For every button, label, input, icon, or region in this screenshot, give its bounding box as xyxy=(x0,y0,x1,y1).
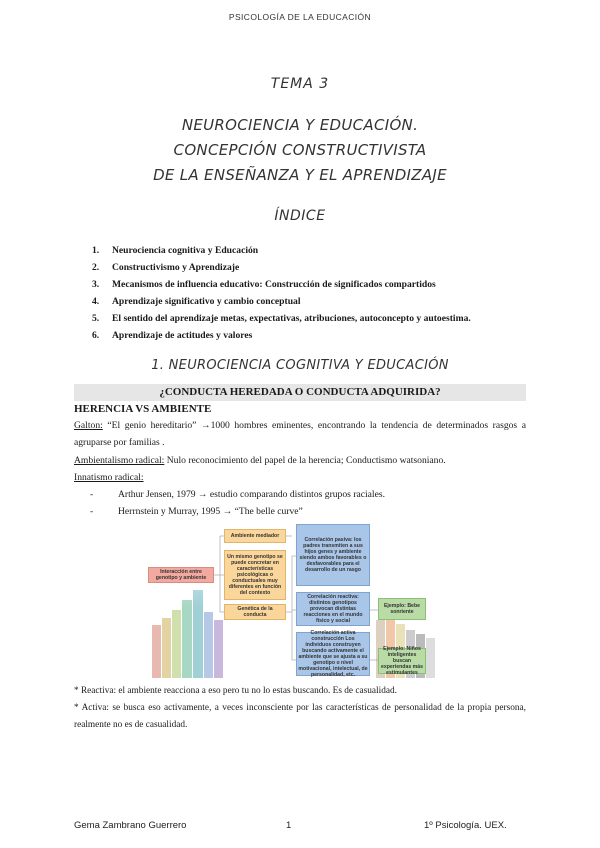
toc-item-5[interactable] xyxy=(92,310,471,327)
toc-text: Aprendizaje de actitudes y valores xyxy=(112,330,253,341)
page-header: PSICOLOGÍA DE LA EDUCACIÓN xyxy=(228,12,372,22)
ejemplo-ninos-box: Ejemplo: Niños inteligentes buscan experiendas más estimulantes xyxy=(378,648,426,674)
interaction-box: Interacción entre genotipo y ambiente xyxy=(148,567,214,583)
galton-text: “El genio hereditario” →1000 hombres eminentes, encontrando la tendencia de determinados rasgos a agruparse por familias . xyxy=(74,420,526,448)
correlacion-activa-box: Correlación activa construcción Los individuos construyen buscando activamente el ambiente que se ajusta a su genotipo o nivel motivacional, intelectual, de personalidad, etc. xyxy=(296,632,370,676)
note-reactiva: * Reactiva: el ambiente reacciona a eso pero tu no lo estas buscando. Es de casualidad. xyxy=(74,686,397,696)
bullet-text: Arthur Jensen, 1979 → estudio comparando distintos grupos raciales. xyxy=(118,489,385,500)
toc-item-2[interactable] xyxy=(92,259,471,276)
innatismo-paragraph xyxy=(74,469,526,486)
toc-number: 6. xyxy=(92,330,100,341)
section-1-title: 1. NEUROCIENCIA COGNITIVA Y EDUCACIÓN xyxy=(151,358,449,373)
toc-number: 4. xyxy=(92,296,100,307)
galton-paragraph xyxy=(74,417,526,451)
toc-number: 5. xyxy=(92,313,100,324)
footer-page-number: 1 xyxy=(286,820,292,831)
bullet-herrnstein xyxy=(90,503,303,520)
table-of-contents xyxy=(92,242,471,344)
tema-title: TEMA 3 xyxy=(270,76,330,92)
toc-text: Constructivismo y Aprendizaje xyxy=(112,262,240,273)
correlacion-pasiva-box: Correlación pasiva: los padres transmiten a sus hijos genes y ambiente siendo ambos favorables o desfavorables para el desarrollo de un rasgo xyxy=(296,524,370,586)
toc-text: Neurociencia cognitiva y Educación xyxy=(112,245,259,256)
ambientalismo-label: Ambientalismo radical: xyxy=(74,455,165,466)
toc-number: 3. xyxy=(92,279,100,290)
ambientalismo-text: Nulo reconocimiento del papel de la herencia; Conductismo watsoniano. xyxy=(164,455,446,466)
bullet-dash: - xyxy=(90,489,94,500)
note-activa: * Activa: se busca eso activamente, a veces inconsciente por las características de personalidad de la propia persona, realmente no es de casualidad. xyxy=(74,703,526,730)
ejemplo-bebe-box: Ejemplo: Bebe sonriente xyxy=(378,598,426,620)
mismo-genotipo-box: Un mismo genotipo se puede concretar en características psicológicas o conductuales muy diferentes en función del contexto xyxy=(224,550,286,600)
toc-item-4[interactable] xyxy=(92,293,471,310)
toc-number: 2. xyxy=(92,262,100,273)
bullet-text: Herrnstein y Murray, 1995 → “The belle curve” xyxy=(118,506,303,517)
galton-label: Galton: xyxy=(74,420,103,431)
main-title-line-1: NEUROCIENCIA Y EDUCACIÓN. xyxy=(181,116,419,134)
genotype-environment-diagram xyxy=(146,520,446,678)
footer-author: Gema Zambrano Guerrero xyxy=(74,820,187,831)
indice-title: ÍNDICE xyxy=(274,208,326,224)
section-band-title: ¿CONDUCTA HEREDADA O CONDUCTA ADQUIRIDA? xyxy=(74,384,526,401)
bullet-jensen xyxy=(90,486,385,503)
toc-number: 1. xyxy=(92,245,100,256)
ambiente-mediador-box: Ambiente mediador xyxy=(224,529,286,543)
innatismo-label: Innatismo radical: xyxy=(74,472,144,483)
genetica-conducta-box: Genética de la conducta xyxy=(224,604,286,620)
main-title-line-2: CONCEPCIÓN CONSTRUCTIVISTA xyxy=(173,141,427,159)
ambientalismo-paragraph xyxy=(74,452,526,469)
herencia-heading: HERENCIA VS AMBIENTE xyxy=(74,403,212,415)
toc-item-1[interactable] xyxy=(92,242,471,259)
main-title-line-3: DE LA ENSEÑANZA Y EL APRENDIZAJE xyxy=(153,166,447,184)
toc-text: Mecanismos de influencia educativo: Construcción de significados compartidos xyxy=(112,279,436,290)
toc-item-3[interactable] xyxy=(92,276,471,293)
correlacion-reactiva-box: Correlación reactiva: distintos genotipos provocan distintas reacciones en el mundo físico y social xyxy=(296,592,370,626)
bullet-dash: - xyxy=(90,506,94,517)
toc-text: El sentido del aprendizaje metas, expectativas, atribuciones, autoconcepto y autoestima. xyxy=(112,313,471,324)
toc-text: Aprendizaje significativo y cambio conceptual xyxy=(112,296,301,307)
toc-item-6[interactable] xyxy=(92,327,471,344)
footer-course: 1º Psicología. UEX. xyxy=(424,820,507,831)
